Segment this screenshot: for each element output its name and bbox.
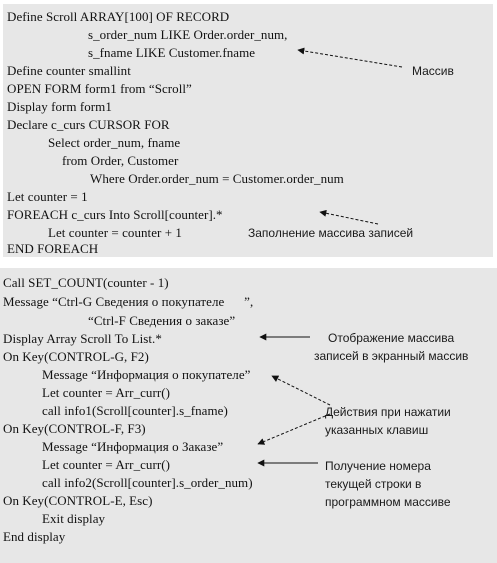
annotation-display: Отображение массива bbox=[328, 331, 455, 345]
code-line: Let counter = 1 bbox=[7, 189, 88, 204]
annotation-display: записей в экранный массив bbox=[314, 349, 469, 363]
code-line: Where Order.order_num = Customer.order_num bbox=[90, 171, 344, 186]
code-line: from Order, Customer bbox=[62, 153, 179, 168]
annotation-fill: Заполнение массива записей bbox=[248, 226, 414, 240]
annotation-current: Получение номера bbox=[325, 459, 431, 473]
code-line: Message “Информация о покупателе” bbox=[42, 367, 251, 382]
code-line: END FOREACH bbox=[7, 241, 99, 256]
code-line: Message “Ctrl-G Сведения о покупателе ”, bbox=[3, 294, 254, 309]
code-line: call info1(Scroll[counter].s_fname) bbox=[42, 403, 228, 418]
code-line: Display Array Scroll To List.* bbox=[3, 331, 162, 346]
code-line: FOREACH c_curs Into Scroll[counter].* bbox=[7, 207, 223, 222]
code-line: Display form form1 bbox=[7, 99, 112, 114]
code-line: Let counter = counter + 1 bbox=[48, 225, 182, 240]
code-line: Call SET_COUNT(counter - 1) bbox=[3, 275, 169, 290]
annotation-actions: указанных клавиш bbox=[325, 423, 429, 437]
code-line: call info2(Scroll[counter].s_order_num) bbox=[42, 475, 253, 490]
annotation-current: текущей строки в bbox=[325, 477, 422, 491]
code-line: “Ctrl-F Сведения о заказе” bbox=[88, 313, 236, 328]
code-line: Exit display bbox=[42, 511, 106, 526]
code-line: On Key(CONTROL-E, Esc) bbox=[3, 493, 153, 508]
code-line: Message “Информация о Заказе” bbox=[42, 439, 224, 454]
code-line: On Key(CONTROL-F, F3) bbox=[3, 421, 146, 436]
code-line: Declare c_curs CURSOR FOR bbox=[7, 117, 170, 132]
code-line: s_order_num LIKE Order.order_num, bbox=[88, 27, 288, 42]
code-line: Let counter = Arr_curr() bbox=[42, 457, 171, 472]
annotation-current: программном массиве bbox=[325, 495, 451, 509]
code-line: s_fname LIKE Customer.fname bbox=[88, 45, 256, 60]
code-line: OPEN FORM form1 from “Scroll” bbox=[7, 81, 192, 96]
code-line: Define counter smallint bbox=[7, 63, 131, 78]
annotation-actions: Действия при нажатии bbox=[325, 405, 451, 419]
code-line: Define Scroll ARRAY[100] OF RECORD bbox=[7, 9, 230, 24]
code-line: Let counter = Arr_curr() bbox=[42, 385, 171, 400]
code-line: On Key(CONTROL-G, F2) bbox=[3, 349, 149, 364]
annotation-array: Массив bbox=[412, 64, 454, 78]
code-line: End display bbox=[3, 529, 66, 544]
code-line: Select order_num, fname bbox=[48, 135, 181, 150]
